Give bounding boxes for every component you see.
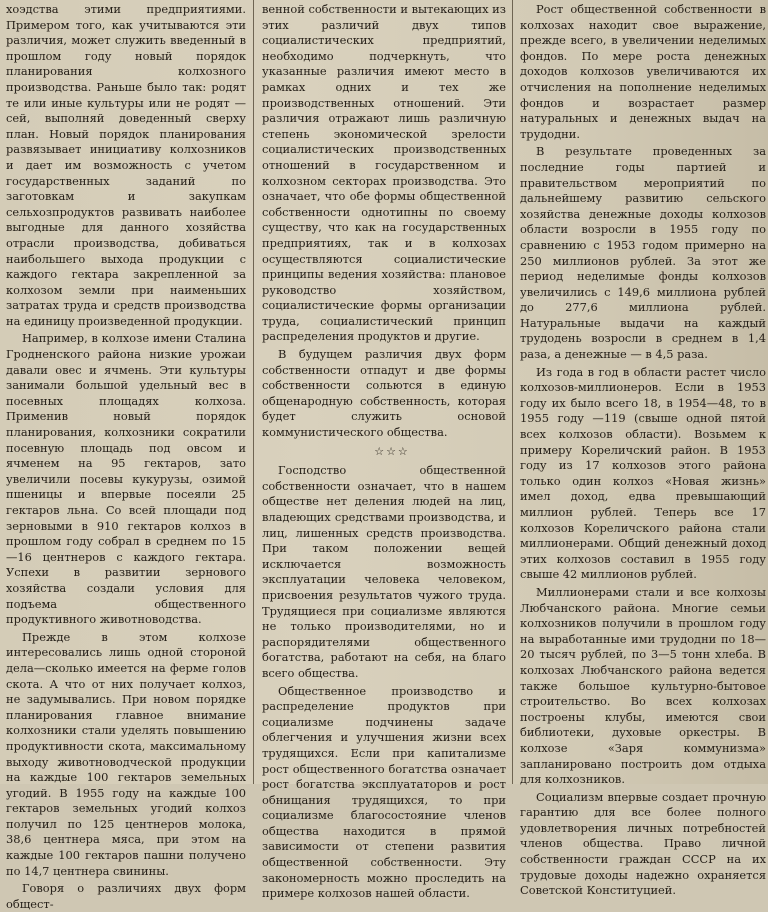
paragraph: Рост общественной собственности в колхозах находит свое выражение, прежде всего, в увеличении неделимых фондов. По мере роста денежных доходов колхозов увеличиваются их отчисления на пополнение неделимых фондов и возрастает размер натуральных и денежных выдач на трудодни. bbox=[520, 2, 766, 141]
column-divider bbox=[512, 0, 513, 784]
paragraph: Говоря о различиях двух форм общест- bbox=[6, 881, 246, 911]
article-column-1 bbox=[6, 2, 246, 911]
paragraph: хоэдства этими предприятиями. Примером того, как учитываются эти различия, может служить введенный в прошлом году новый порядок планирования колхозного производства. Раньше было так: родят те или иные культуры или не родят — сей, выполняй доведенный сверху план. Новый порядок планирования развязывает инициативу колхозников и дает им возможность с учетом государственных заданий по заготовкам и закупкам сельхозпродуктов развивать наиболее выгодные для данного хозяйства отрасли производства, добиваться наибольшего выхода продукции с каждого гектара закрепленной за колхозом земли при наименьших затратах труда и средств производства на единицу произведенной продукции. bbox=[6, 2, 246, 328]
article-column-3 bbox=[520, 2, 766, 898]
section-divider-stars: ☆☆☆ bbox=[374, 444, 410, 458]
column-divider bbox=[253, 0, 254, 784]
paragraph: В результате проведенных за последние годы партией и правительством мероприятий по дальнейшему развитию сельского хозяйства денежные доходы колхозов области возросли в 1955 году по сравнению с 1953 годом примерно на 250 миллионов рублей. За этот же период неделимые фонды колхозов увеличились с 149,6 миллиона рублей до 277,6 миллиона рублей. Натуральные выдачи на каждый трудодень возросли в среднем в 1,4 раза, а денежные — в 4,5 раза. bbox=[520, 144, 766, 362]
paragraph: Социализм впервые создает прочную гарантию для все более полного удовлетворения личных потребностей членов общества. Право личной собственности граждан СССР на их трудовые доходы надежно охраняется Советской Конституцией. bbox=[520, 789, 766, 898]
paragraph: В будущем различия двух форм собственности отпадут и две формы собственности сольются в единую общенародную собственность, которая будет служить основой коммунистического общества. bbox=[262, 347, 506, 440]
paragraph: венной собственности и вытекающих из этих различий двух типов социалистических предприятий, необходимо подчеркнуть, что указанные различия имеют место в рамках одних и тех же производственных отношений. Эти различия отражают лишь различную степень экономической зрелости социалистических производственных отношений в государственном и колхозном секторах производства. Это означает, что обе формы общественной собственности однотипны по своему существу, что как на государственных предприятиях, так и в колхозах осуществляются социалистические принципы ведения хозяйства: плановое руководство хозяйством, социалистические формы организации труда, социалистический принцип распределения продуктов и другие. bbox=[262, 2, 506, 344]
paragraph: Например, в колхозе имени Сталина Гродненского района низкие урожаи давали овес и ячмень. Эти культуры занимали большой удельный вес в посевных площадях колхоза. Применив новый порядок планирования, колхозники сократили посевную площадь под овсом и ячменем на 95 гектаров, зато увеличили посевы кукурузы, озимой пшеницы и впервые посеяли 25 гектаров льна. Со всей площади под зерновыми в 910 гектаров колхоз в прошлом году собрал в среднем по 15—16 центнеров с каждого гектара. Успехи в развитии зернового хозяйства создали условия для подъема общественного продуктивного животноводства. bbox=[6, 331, 246, 627]
paragraph: Из года в год в области растет число колхозов-миллионеров. Если в 1953 году их было всего 18, в 1954—48, то в 1955 году —119 (свыше одной пятой всех колхозов области). Возьмем к примеру Кореличский район. В 1953 году из 17 колхозов этого района только один колхоз «Новая жизнь» имел доход, едва превышающий миллион рублей. Теперь все 17 колхозов Кореличского района стали миллионерами. Общий денежный доход этих колхозов составил в 1955 году свыше 42 миллионов рублей. bbox=[520, 364, 766, 582]
paragraph: Прежде в этом колхозе интересовались лишь одной стороной дела—сколько имеется на ферме голов скота. А что от них получает колхоз, не задумывались. При новом порядке планирования главное внимание колхозники стали уделять повышению продуктивности скота, максимальному выходу животноводческой продукции на каждые 100 гектаров земельных угодий. В 1955 году на каждые 100 гектаров земельных угодий колхоз получил по 125 центнеров молока, 38,6 центнера мяса, при этом на каждые 100 гектаров пашни получено по 14,7 центнера свинины. bbox=[6, 629, 246, 878]
article-column-2 bbox=[262, 2, 506, 901]
paragraph: Господство общественной собственности означает, что в нашем обществе нет деления людей на лиц, владеющих средствами производства, и лиц, лишенных средств производства. При таком положении вещей исключается возможность эксплуатации человека человеком, присвоения результатов чужого труда. Трудящиеся при социализме являются не только производителями, но и распорядителями общественного богатства, работают на себя, на благо всего общества. bbox=[262, 463, 506, 680]
paragraph: Общественное производство и распределение продуктов при социализме подчинены задаче облегчения и улучшения жизни всех трудящихся. Если при капитализме рост общественного богатства означает рост богатства эксплуататоров и рост обнищания трудящихся, то при социализме благосостояние членов общества находится в прямой зависимости от степени развития общественной собственности. Эту закономерность можно проследить на примере колхозов нашей области. bbox=[262, 683, 506, 901]
paragraph: Миллионерами стали и все колхозы Любчанского района. Многие семьи колхозников получили в прошлом году на выработанные ими трудодни по 18—20 тысяч рублей, по 3—5 тонн хлеба. В колхозах Любчанского района ведется также большое культурно-бытовое строительство. Во всех колхозах построены клубы, имеются свои библиотеки, духовые оркестры. В колхозе «Заря коммунизма» запланировано построить дом отдыха для колхозников. bbox=[520, 584, 766, 787]
